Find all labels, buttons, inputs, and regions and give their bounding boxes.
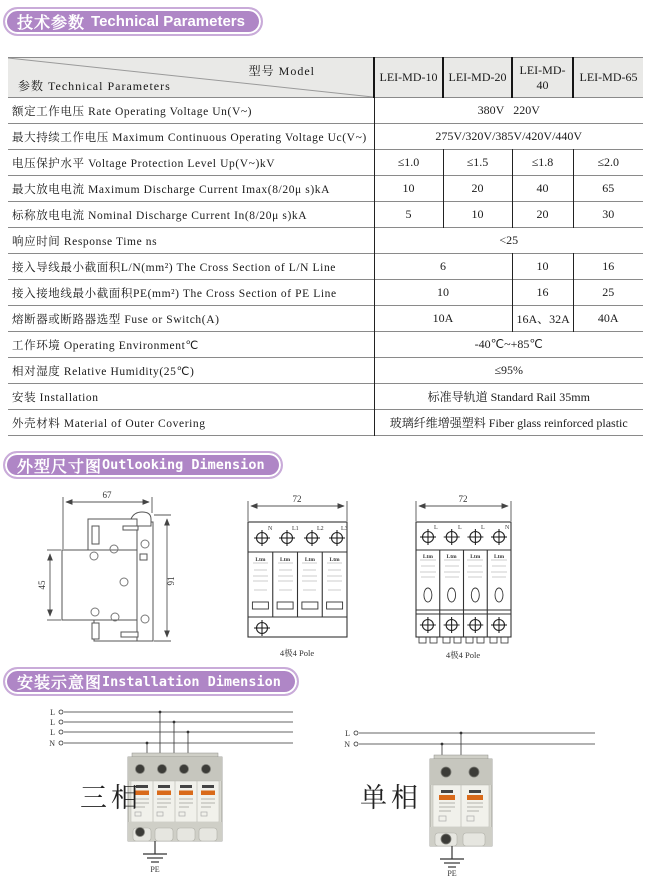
dim-height-left: 45 (37, 580, 47, 590)
param-value: 10 (437, 285, 449, 299)
param-value: 10 (443, 202, 512, 228)
line-labels (49, 708, 55, 748)
section-banner-outlooking-dimension (3, 451, 283, 479)
param-value: ≤95% (494, 363, 524, 377)
corner-model-label: 型号 Model (248, 64, 315, 78)
terminal-label: L (481, 525, 485, 531)
three-phase-label: 三相 (80, 783, 142, 813)
svg-text:Ltm: Ltm (446, 554, 457, 560)
banner1-chinese: 技术参数 (17, 15, 86, 32)
svg-text:Ltm: Ltm (280, 557, 291, 563)
pe-terminal-screw (136, 828, 145, 837)
param-value: 20 (443, 176, 512, 202)
table-row (8, 176, 643, 202)
param-value: 20 (512, 202, 573, 228)
param-value: 10A (432, 311, 454, 325)
param-value: 玻璃纤维增强塑料 Fiber glass reinforced plastic (389, 416, 628, 430)
param-value: ≤1.0 (397, 155, 420, 169)
param-value: ≤1.5 (443, 150, 512, 176)
pe-label: PE (150, 865, 160, 874)
param-label: 相对湿度 Relative Humidity(25℃) (8, 358, 374, 384)
drawing-caption: 4极4 Pole (279, 648, 315, 658)
param-label: 标称放电电流 Nominal Discharge Current In(8/20μ s)kA (8, 202, 374, 228)
param-value: 40 (512, 176, 573, 202)
svg-text:Ltm: Ltm (255, 557, 266, 563)
drawing-caption: 4极4 Pole (445, 650, 481, 660)
pe-label: PE (447, 869, 457, 877)
ground-symbol (440, 846, 464, 867)
param-value: ≤1.8 (512, 150, 573, 176)
param-label: 安装 Installation (8, 384, 374, 410)
terminal-screw-icons (254, 530, 345, 636)
table-row (8, 332, 643, 358)
svg-text:Ltm: Ltm (493, 554, 505, 560)
param-value: 380V 220V (477, 103, 540, 117)
param-value: ≤2.0 (573, 150, 643, 176)
pe-terminal-screw (441, 834, 451, 844)
banner3-chinese: 安装示意图 (17, 675, 103, 692)
supply-lines (59, 710, 293, 757)
table-row (8, 410, 643, 436)
svg-text:L: L (50, 728, 55, 737)
svg-text:Ltm: Ltm (422, 554, 433, 560)
ground-symbol (143, 841, 167, 862)
single-phase-label: 单相 (360, 783, 422, 813)
profile-outline (62, 512, 153, 641)
banner1-english: Technical Parameters (91, 13, 245, 30)
table-corner-cell (8, 58, 374, 98)
svg-text:N: N (49, 739, 55, 748)
model-column-header: LEI-MD-65 (573, 58, 643, 98)
model-column-header: LEI-MD-40 (512, 58, 573, 98)
table-row (8, 150, 643, 176)
table-row (8, 98, 643, 124)
param-label: 接入导线最小截面积L/N(mm²) The Cross Section of L/N Line (8, 254, 374, 280)
table-row (8, 124, 643, 150)
param-value: 16 (512, 280, 573, 306)
terminal-label: L1 (292, 526, 299, 532)
svg-text:L: L (345, 729, 350, 738)
param-label: 工作环境 Operating Environment℃ (8, 332, 374, 358)
param-label: 最大持续工作电压 Maximum Continuous Operating Voltage Uc(V~) (8, 124, 374, 150)
table-header-row (8, 58, 643, 98)
param-value: <25 (499, 233, 519, 247)
dim-width: 72 (458, 494, 468, 504)
param-value: 10 (402, 181, 415, 195)
param-label: 额定工作电压 Rate Operating Voltage Un(V~) (8, 98, 374, 124)
front-view-4pole-a (240, 492, 380, 667)
table-row (8, 254, 643, 280)
svg-text:L: L (50, 708, 55, 717)
terminal-label: L (458, 525, 462, 531)
table-row (8, 384, 643, 410)
spd-device-2pole (430, 755, 492, 846)
banner3-english: Installation Dimension (102, 673, 281, 690)
svg-text:N: N (344, 740, 350, 749)
param-value: 25 (573, 280, 643, 306)
banner2-chinese: 外型尺寸图 (17, 458, 103, 476)
side-view-drawing (28, 486, 213, 658)
corner-param-label: 参数 Technical Parameters (18, 79, 171, 93)
banner2-english: Outlooking Dimension (102, 457, 265, 473)
param-value: 16A、32A (512, 306, 573, 332)
svg-text:Ltm: Ltm (470, 554, 481, 560)
param-value: -40℃~+85℃ (474, 337, 543, 351)
spd-device-4pole (128, 753, 222, 841)
table-row (8, 228, 643, 254)
dimension-lines (248, 501, 347, 521)
param-label: 熔断器或断路器选型 Fuse or Switch(A) (8, 306, 374, 332)
junction-dots (146, 711, 190, 745)
param-value: 5 (405, 207, 412, 221)
dim-height-right: 91 (166, 576, 176, 586)
table-row (8, 358, 643, 384)
dim-width: 67 (102, 490, 112, 500)
dimension-lines (416, 501, 511, 521)
svg-text:Ltm: Ltm (329, 557, 340, 563)
param-value: 40A (573, 306, 643, 332)
dim-width: 72 (292, 494, 302, 504)
param-value: 275V/320V/385V/420V/440V (435, 129, 583, 143)
terminal-label: L2 (317, 526, 324, 532)
model-column-header: LEI-MD-20 (443, 58, 512, 98)
section-banner-installation-dimension (3, 667, 299, 696)
terminal-label: L3 (341, 526, 348, 532)
param-value: 65 (573, 176, 643, 202)
terminal-label: N (268, 526, 273, 532)
svg-text:Ltm: Ltm (304, 557, 315, 563)
param-label: 外壳材料 Material of Outer Covering (8, 410, 374, 436)
param-label: 响应时间 Response Time ns (8, 228, 374, 254)
param-value: 标准导轨道 Standard Rail 35mm (427, 390, 590, 404)
section-banner-technical-parameters (3, 7, 263, 36)
front-view-4pole-b (398, 492, 550, 667)
table-row (8, 280, 643, 306)
param-label: 接入接地线最小截面积PE(mm²) The Cross Section of PE Line (8, 280, 374, 306)
param-label: 最大放电电流 Maximum Discharge Current Imax(8/20μ s)kA (8, 176, 374, 202)
technical-parameters-table (8, 57, 643, 436)
svg-text:L: L (50, 718, 55, 727)
param-value: 10 (512, 254, 573, 280)
table-row (8, 202, 643, 228)
table-row (8, 306, 643, 332)
param-value: 6 (440, 259, 446, 273)
terminal-label: L (434, 525, 438, 531)
model-column-header: LEI-MD-10 (374, 58, 443, 98)
terminal-label: N (505, 525, 510, 531)
line-labels (344, 729, 350, 749)
param-value: 30 (573, 202, 643, 228)
param-label: 电压保护水平 Voltage Protection Level Up(V~)kV (8, 150, 374, 176)
junction-dots (441, 732, 463, 746)
param-value: 16 (573, 254, 643, 280)
